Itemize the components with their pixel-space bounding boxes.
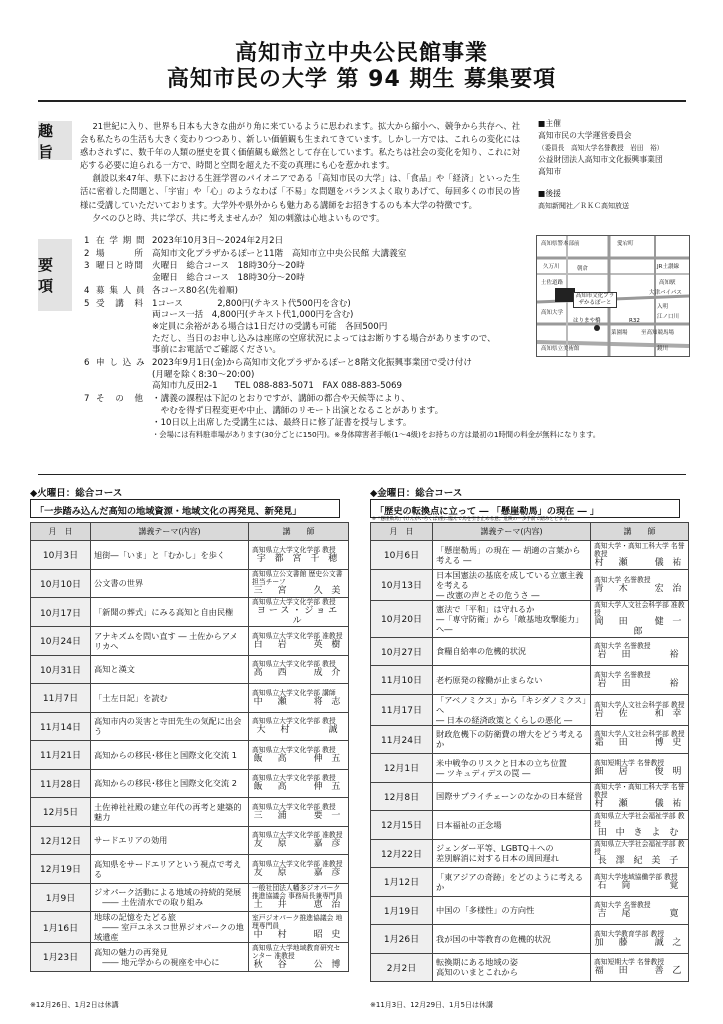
lecturer-affiliation: 高知大学人文社会科学部 教授 [594, 700, 685, 709]
map-label: 菜園場 [611, 330, 628, 336]
table-row [31, 541, 349, 570]
lecturer-name: 中 村 昭 史 [253, 930, 344, 940]
lecturer-name: 村 瀬 儀 祐 [594, 799, 685, 810]
table-row [371, 725, 689, 754]
map-label: 高知県立美術館 [541, 346, 580, 352]
table-row [371, 666, 689, 695]
lecturer [591, 896, 689, 925]
lecture-theme [433, 811, 591, 840]
lecturer-affiliation: 高知大学・高知工科大学 名誉教授 [594, 541, 685, 558]
lecture-theme [91, 627, 249, 656]
lecture-theme [91, 655, 249, 684]
lecture-theme-line: 「土左日記」を読む [94, 692, 168, 703]
lecturer-name: 友 原 嘉 彦 [253, 867, 344, 878]
lecture-theme-line: 転換期にある地域の姿 [436, 957, 518, 968]
table-row [31, 798, 349, 827]
lecturer [591, 569, 689, 600]
lecture-date: 10月3日 [31, 541, 91, 570]
lecturer [249, 741, 349, 770]
col-header-lecturer: 講 師 [249, 523, 349, 541]
table-row [371, 637, 689, 666]
lecture-theme [91, 569, 249, 598]
friday-course-title: 「歴史の転換点に立って ― 「懸崖勒馬」の現在 ― 」 [370, 499, 680, 518]
lecturer [249, 684, 349, 713]
tuesday-heading: ◆火曜日：総合コース [30, 488, 123, 499]
lecture-date: 10月10日 [31, 569, 91, 598]
shushi-paragraph: 夕べのひと時、共に学び、共に考えませんか？ 知の刺激は心地よいものです。 [92, 212, 385, 223]
lecture-theme-line: サードエリアの効用 [94, 835, 168, 846]
lecturer [249, 769, 349, 798]
lecturer [591, 868, 689, 897]
table-row [371, 953, 689, 982]
lecturer [591, 953, 689, 982]
lecture-date: 1月23日 [31, 943, 91, 972]
table-row [31, 912, 349, 943]
lecture-date: 10月13日 [371, 569, 433, 600]
lecture-theme [433, 600, 591, 637]
lecturer [591, 600, 689, 637]
lecture-theme-line: ―― 土佐清水での取り組み [94, 897, 204, 908]
map-label: 至高知競馬場 [641, 330, 675, 336]
lecture-date: 12月8日 [371, 782, 433, 811]
lecturer-name: 大 村 誠 [256, 725, 341, 736]
table-row [31, 655, 349, 684]
lecturer-name: 秋 谷 公 博 [253, 959, 344, 970]
lecture-theme [433, 925, 591, 954]
friday-schedule-table [370, 522, 689, 982]
lecture-theme-line: 「懸崖勒馬」の現在 ― 胡適の言葉から考える ― [436, 544, 581, 565]
lecture-theme-line: 高知の魅力の再発見 [94, 946, 168, 957]
table-row [31, 943, 349, 972]
shushi-paragraph: 創設以来47年、県下における生涯学習のパイオニアである「高知市民の大学」は、「食品」や「経済」といった生活に密着した問題と、「宇宙」や「心」のようなわば「不易」な問題をバランスよく取りあげて、毎回多くの市民の皆様に受講していただいております。大学外や県外からも魅力ある講師をお招きするのも本大学の特徴です。 [80, 173, 520, 210]
lecture-theme [433, 868, 591, 897]
lecture-theme-line: 「新聞の葬式」にみる高知と自由民権 [94, 607, 234, 617]
lecture-date: 11月7日 [31, 684, 91, 713]
table-row [371, 541, 689, 570]
lecture-date: 11月21日 [31, 741, 91, 770]
organizer-line: （委員長 高知大学名誉教授 岩田 裕） [538, 144, 664, 152]
lecturer-name: 吉 尾 寛 [597, 909, 682, 920]
lecturer-affiliation: 高知県立大学文化学部 教授 [252, 717, 336, 726]
youkou-row: 5 受 講 料 1コース 2,800円(テキスト代500円を含む) 両コース一括 4,800円(テキスト代1,000円を含む) ※定員に余裕がある場合は1日だけの受講も可能 各回500円 ただし、当日のお申し込みは座席の空席状況によってはお断りする場合がありますので、 事前にお電話でご確認ください。 [84, 298, 496, 356]
shushi-paragraph: 21世紀に入り、世界も日本も大きな曲がり角に来ているように思われます。拡大から縮小へ、競争から共存へ、社会も私たちの生活も大きく変わりつつあり、新しい価値観も生まれてきています。しかし一方では、これらの変化には惑わされずに、数千年の人類の歴史を貫く価値観も厳然として存在しています。私たちは社会の変化を知り、これに対応する必要に迫られる一方で、時間と空間を超えた不変の真理にも心を惹かれます。 [80, 121, 520, 171]
organizer-line: 高知市民の大学運営委員会 [538, 131, 632, 140]
lecture-date: 12月12日 [31, 826, 91, 855]
lecturer-affiliation: 高知県立大学文化学部 准教授 [252, 631, 343, 640]
lecture-theme-line: 地球の記憶をたどる旅 [94, 912, 176, 922]
table-row [31, 826, 349, 855]
lecture-theme-line: 高知県をサードエリアという視点で考える [94, 858, 242, 879]
lecturer [249, 598, 349, 627]
lecture-theme [433, 694, 591, 725]
map-label: 江ノ口川 [657, 314, 680, 320]
table-row [371, 839, 689, 868]
lecturer-name: 石 筒 覚 [597, 880, 682, 891]
lecturer [591, 782, 689, 811]
lecture-theme-line: 我が国の中等教育の危機的状況 [436, 933, 551, 944]
lecturer-name: 高 西 成 介 [253, 668, 344, 679]
lecturer-affiliation: 高知大学 名誉教授 [594, 642, 651, 651]
col-header-lecturer: 講 師 [591, 523, 689, 541]
lecture-date: 12月15日 [371, 811, 433, 840]
lecturer [591, 541, 689, 570]
table-row [31, 598, 349, 627]
lecture-theme-line: 差別解消に対する日本の周回遅れ [436, 853, 559, 864]
sponsor-line: 高知新聞社／ＲＫＣ高知放送 [538, 202, 629, 210]
lecturer [249, 569, 349, 598]
lecture-theme-line: 「アベノミクス」から「キシダノミクス」へ [436, 694, 587, 715]
lecturer-name: 田 中 き よ む [597, 827, 682, 838]
lecture-theme [433, 754, 591, 783]
lecturer-affiliation: 高知大学 名誉教授 [594, 575, 651, 584]
lecturer [249, 943, 349, 972]
lecturer [249, 655, 349, 684]
lecturer-affiliation: 高知大学地域協働学部 教授 [594, 872, 678, 881]
lecturer-affiliation: 高知県立大学社会福祉学部 教授 [594, 811, 685, 828]
map-label: 久万川 [543, 264, 560, 270]
page-title-line1: 高知市立中央公民館事業 [234, 41, 488, 66]
lecture-theme-line: 高知からの移民･移住と国際文化交流 2 [94, 778, 237, 789]
lecturer [591, 637, 689, 666]
lecturer-name: 長 澤 紀 美 子 [597, 856, 682, 867]
lecture-theme-line: 米中戦争のリスクと日本の立ち位置 [436, 757, 567, 768]
page-title-line2: 高知市民の大学 第 94 期生 募集要項 [166, 67, 557, 92]
table-row [371, 754, 689, 783]
lecture-date: 10月20日 [371, 600, 433, 637]
lecturer [249, 855, 349, 884]
lecture-date: 1月26日 [371, 925, 433, 954]
shushi-text [80, 120, 520, 225]
map-label: 鏡川 [657, 346, 669, 352]
table-row [31, 627, 349, 656]
lecture-date: 2月2日 [371, 953, 433, 982]
organizer-heading: ■主催 [538, 119, 561, 128]
lecturer-affiliation: 高知県立大学文化学部 講師 [252, 688, 336, 697]
lecturer-name: 白 岩 英 樹 [253, 639, 344, 650]
lecturer-affiliation: 高知大学人文社会科学部 准教授 [594, 600, 685, 617]
lecturer [591, 754, 689, 783]
lecturer [591, 694, 689, 725]
sponsor-heading: ■後援 [538, 189, 561, 198]
lecturer [591, 925, 689, 954]
table-row [371, 925, 689, 954]
lecture-theme [91, 741, 249, 770]
lecture-date: 11月14日 [31, 712, 91, 741]
lecture-theme [433, 782, 591, 811]
lecturer-affiliation: 高知大学人文社会科学部 教授 [594, 730, 685, 739]
lecture-date: 1月12日 [371, 868, 433, 897]
lecturer-name: 友 原 嘉 彦 [253, 839, 344, 850]
lecturer [249, 798, 349, 827]
lecture-theme-line: 国際サプライチェーンのなかの日本経営 [436, 791, 583, 802]
lecturer-name: 飯 高 伸 五 [253, 782, 344, 793]
lecturer-affiliation: 高知県立大学地域教育研究センター 准教授 [252, 943, 341, 960]
lecturer [591, 666, 689, 695]
lecturer [249, 627, 349, 656]
lecturer-name: 宇 都 宮 千 穂 [256, 553, 341, 564]
lecture-theme-line: ジオパーク活動による地域の持続的発展 [94, 887, 242, 898]
lecturer-affiliation: 高知大学 名誉教授 [594, 901, 651, 910]
lecturer-affiliation: 高知県立大学文化学部 教授 [252, 660, 336, 669]
table-row [31, 569, 349, 598]
lecturer-affiliation: 高知大学教育学部 教授 [594, 929, 665, 938]
lecturer-affiliation: 高知大学 名誉教授 [594, 670, 651, 679]
lecturer [249, 826, 349, 855]
lecture-theme-line: ―― 室戸ユネスコ世界ジオパークの地域遺産 [94, 922, 244, 942]
lecturer-name: 飯 高 伸 五 [253, 753, 344, 764]
col-header-theme: 講義テーマ(内容) [91, 523, 249, 541]
lecture-theme-line: ジェンダー平等、LGBTQ＋への [436, 843, 554, 854]
friday-heading: ◆金曜日：総合コース [370, 488, 463, 499]
lecture-date: 10月24日 [31, 627, 91, 656]
lecture-date: 1月9日 [31, 883, 91, 912]
lecturer [249, 883, 349, 912]
title-divider [38, 100, 686, 102]
lecture-theme [91, 769, 249, 798]
lecturer-name: 中 瀬 将 志 [253, 696, 344, 707]
tuesday-schedule-table [30, 522, 349, 972]
lecture-theme-line: 老朽原発の稼働が止まらない [436, 674, 543, 685]
youkou-row: 6 申 し 込 み 2023年9月1日(金)から高知市文化プラザかるぽーと8階文化振興事業団で受け付け (月曜を除く8:30～20:00) 高知市九反田2-1 TEL 088-883-5071 FAX 088-883-5069 [84, 358, 472, 392]
map-venue-label: 高知市文化プラザかるぽーと [573, 292, 617, 308]
lecturer-affiliation: 一般社団法人幡多ジオパーク推進協議会 事務局長兼専門員 [252, 884, 343, 901]
organizer-line: 公益財団法人高知市文化振興事業団 [538, 155, 663, 164]
lecturer [591, 725, 689, 754]
lecturer-name: 土 井 恵 治 [253, 900, 344, 911]
lecturer-name: ヨース・ジョエル [256, 606, 341, 626]
lecturer-name: 細 居 俊 明 [594, 766, 685, 777]
lecture-date: 1月19日 [371, 896, 433, 925]
lecture-theme-line: ― ツキュディデスの罠 ― [436, 767, 531, 778]
lecturer-name: 村 瀬 儀 祐 [594, 557, 685, 568]
table-row [371, 868, 689, 897]
lecture-theme-line: 公文書の世界 [94, 578, 144, 589]
lecture-theme-line: 「東アジアの奇跡」をどのように考えるか [436, 871, 584, 892]
lecture-date: 11月10日 [371, 666, 433, 695]
table-row [371, 782, 689, 811]
lecture-theme [91, 598, 249, 627]
organizer-line: 高知市 [538, 167, 562, 176]
youkou-row: 4 募 集 人 員 各コース80名(先着順) [84, 285, 238, 296]
youkou-row: 1 在 学 期 間 2023年10月3日～2024年2月2日 [84, 236, 284, 246]
lecturer-affiliation: 高知県立大学文化学部 教授 [252, 802, 336, 811]
lecturer-affiliation: 高知県立公文書館 歴史公文書担当チーフ [252, 570, 343, 587]
map-label: 高知県警本部前 [541, 241, 580, 247]
lecturer-name: 三 浦 要 一 [253, 810, 344, 821]
table-row [31, 712, 349, 741]
table-row [31, 684, 349, 713]
lecturer-affiliation: 高知県立大学文化学部 教授 [252, 598, 336, 606]
lecture-theme [91, 826, 249, 855]
lecture-date: 12月22日 [371, 839, 433, 868]
lecture-date: 12月5日 [31, 798, 91, 827]
lecture-theme-line: ―― 地元学からの視座を中心に [94, 956, 220, 967]
lecture-date: 12月1日 [371, 754, 433, 783]
table-row [371, 569, 689, 600]
lecture-theme [91, 943, 249, 972]
lecture-date: 1月16日 [31, 912, 91, 943]
youkou-row: 2 場 所 高知市文化プラザかるぽーと11階 高知市立中央公民館 大講義室 [84, 248, 407, 259]
table-row [371, 896, 689, 925]
lecturer [591, 811, 689, 840]
lecture-theme-line: 憲法で「平和」は守れるか [436, 603, 535, 614]
lecturer-affiliation: 高知県立大学文化学部 准教授 [252, 859, 343, 868]
map-label: 入明 [657, 304, 669, 310]
lecture-theme-line: 高知市内の災害と寺田先生の気配に出会う [94, 716, 242, 737]
lecture-theme [433, 637, 591, 666]
table-row [31, 855, 349, 884]
table-row [31, 883, 349, 912]
lecture-date: 10月27日 [371, 637, 433, 666]
lecture-theme [91, 684, 249, 713]
map-label: はりまや橋 [573, 318, 601, 324]
lecturer-affiliation: 高知県立大学社会福祉学部 教授 [594, 840, 685, 857]
map-label: 高知駅 [659, 280, 676, 286]
map-label: 愛宕町 [617, 241, 634, 247]
map-label: JR土讃線 [657, 264, 679, 270]
lecture-theme [91, 712, 249, 741]
lecturer-affiliation: 高知県立大学文化学部 教授 [252, 545, 336, 554]
organizer-block [538, 118, 698, 212]
lecturer-affiliation: 室戸ジオパーク推進協議会 地理専門員 [252, 914, 343, 930]
lecture-theme-line: 財政危機下の防衛費の増大をどう考えるか [436, 729, 584, 750]
lecture-theme-line: 食糧自給率の危機的状況 [436, 646, 527, 657]
map-label: 高知大学 [541, 310, 564, 316]
lecture-date: 10月6日 [371, 541, 433, 570]
lecturer-affiliation: 高知県立大学文化学部 教授 [252, 745, 336, 754]
lecture-theme-line: 高知と漢文 [94, 664, 135, 675]
friday-title-note: ※「懸崖勒馬」(けんがいろくば)崖に臨んで馬を引き止める意。危険の一歩手前で踏みとどまる。 [372, 517, 573, 522]
lecture-theme-line: 旭街―「いま」と「むかし」を歩く [94, 549, 226, 560]
lecture-theme-line: ― 日本の経済政策とくらしの悪化 ― [436, 714, 573, 725]
lecture-theme [433, 953, 591, 982]
lecture-theme-line: 高知からの移民･移住と国際文化交流 1 [94, 749, 237, 760]
lecture-theme-line: 日本福祉の正念場 [436, 819, 502, 830]
lecturer-name: 岩 田 裕 [597, 678, 682, 689]
lecture-theme-line: 土佐神社社殿の建立年代の再考と建築的魅力 [94, 801, 242, 822]
col-header-date: 月 日 [31, 523, 91, 541]
youkou-row: 3 曜日と時間 火曜日 総合コース 18時30分～20時 金曜日 総合コース 18時30分～20時 [84, 261, 305, 284]
lecture-theme-line: ―「専守防衛」から「敵基地攻撃能力」へ― [436, 613, 584, 634]
lecture-date: 11月17日 [371, 694, 433, 725]
tuesday-course-title: 「一歩踏み込んだ高知の地域資源・地域文化の再発見、新発見」 [30, 499, 340, 518]
friday-note: ※11月3日、12月29日、1月5日は休講 [370, 1001, 493, 1009]
lecture-theme [433, 839, 591, 868]
lecturer [591, 839, 689, 868]
col-header-theme: 講義テーマ(内容) [433, 523, 591, 541]
table-header-row [31, 523, 349, 541]
map-label: 大津バイパス [649, 290, 682, 296]
lecture-theme [91, 912, 249, 943]
lecturer-name: 岩 田 裕 [597, 650, 682, 661]
lecturer-name: 岡 田 健 一 郎 [594, 616, 685, 637]
lecturer [249, 541, 349, 570]
lecturer-affiliation: 高知大学・高知工科大学 名誉教授 [594, 783, 685, 800]
section-divider [38, 474, 686, 475]
lecturer-name: 岩 佐 和 幸 [594, 708, 685, 719]
lecturer-affiliation: 高知短期大学 名誉教授 [594, 958, 665, 967]
lecture-date: 12月19日 [31, 855, 91, 884]
lecture-theme-line: 高知のいまとこれから [436, 967, 518, 978]
col-header-date: 月 日 [371, 523, 433, 541]
lecture-theme [91, 541, 249, 570]
table-row [371, 600, 689, 637]
tuesday-note: ※12月26日、1月2日は休講 [30, 1001, 119, 1009]
lecturer-name: 霜 田 博 史 [594, 738, 685, 749]
lecture-theme-line: ― 改憲の声とその危うさ ― [436, 589, 540, 600]
lecture-theme [433, 569, 591, 600]
lecture-theme-line: 中国の「多様性」の方向性 [436, 905, 535, 916]
youkou-label: 要 項 [38, 239, 72, 311]
lecture-theme-line: 日本国憲法の基底を成している立憲主義を考える [436, 569, 584, 590]
lecture-theme [433, 896, 591, 925]
lecturer-affiliation: 高知短期大学 名誉教授 [594, 758, 665, 767]
map-label: 土佐道路 [541, 280, 564, 286]
youkou-row: 7 そ の 他 ・講義の課程は下記のとおりですが、講師の都合や天候等により、 やむを得ず日程変更や中止、講師のリモート出演となることがあります。 ・10日以上出席した受講生には、最終日に修了証書を授与します。 ・会場には有料駐車場があります(30分ごとに150円)。※身体障害者手帳(1～4級)をお持ちの方は最初の1時間の料金が無料になります。 [84, 394, 601, 440]
lecturer-affiliation: 高知県立大学文化学部 教授 [252, 774, 336, 783]
lecture-theme [433, 541, 591, 570]
lecture-theme [91, 883, 249, 912]
lecture-date: 11月24日 [371, 725, 433, 754]
shushi-label: 趣 旨 [38, 121, 72, 160]
lecture-theme [433, 725, 591, 754]
lecture-date: 10月17日 [31, 598, 91, 627]
lecturer-name: 加 藤 誠 之 [594, 937, 685, 948]
table-row [31, 741, 349, 770]
table-header-row [371, 523, 689, 541]
lecture-theme [433, 666, 591, 695]
lecture-date: 10月31日 [31, 655, 91, 684]
map-label: R32 [629, 318, 640, 324]
lecturer-name: 三 宮 久 美 [253, 586, 344, 597]
lecture-theme-line: アナキズムを問い直す ― 土佐からアメリカへ [94, 630, 238, 651]
lecture-theme [91, 798, 249, 827]
lecturer-name: 福 田 善 乙 [594, 966, 685, 977]
lecturer [249, 712, 349, 741]
table-row [31, 769, 349, 798]
lecture-theme [91, 855, 249, 884]
lecturer [249, 912, 349, 943]
lecture-date: 11月28日 [31, 769, 91, 798]
table-row [371, 694, 689, 725]
map-label: 朝倉 [577, 266, 589, 272]
lecturer-name: 青 木 宏 治 [594, 583, 685, 594]
lecturer-affiliation: 高知県立大学文化学部 准教授 [252, 831, 343, 840]
youkou-list [84, 236, 684, 441]
table-row [371, 811, 689, 840]
